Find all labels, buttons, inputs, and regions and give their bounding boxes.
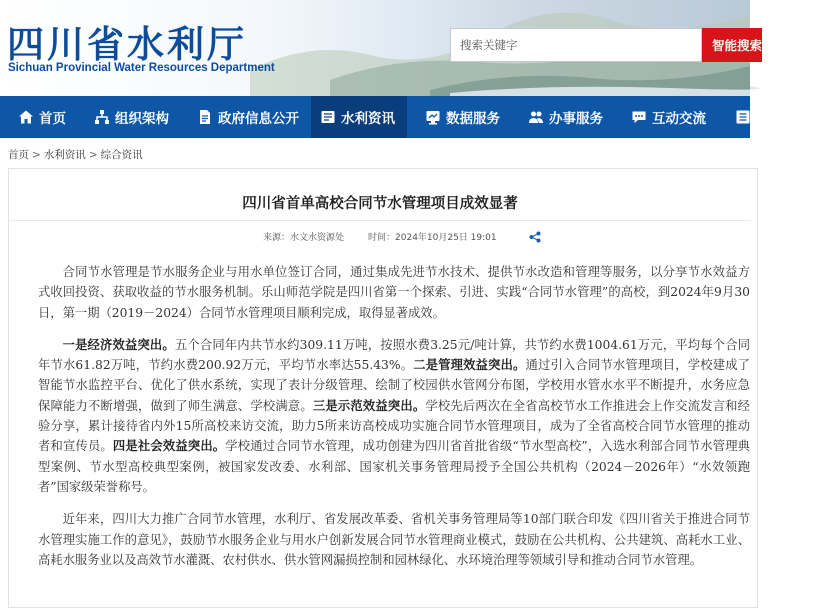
title-divider [9,220,751,221]
article-paragraph-3: 近年来，四川大力推广合同节水管理，水利厅、省发展改革委、省机关事务管理局等10部门联合印发《四川省关于推进合同节水管理实施工作的意见》，鼓励节水服务企业与用水户创新发展合同节水管理商业模式，鼓励在公共机构、公共建筑、高耗水工业、高耗水服务业以及高效节水灌溉、农村供水、供水管网漏损控制和园林绿化、水环境治理等领域引导和推动合同节水管理。 [38,512,750,567]
news-icon [320,109,336,125]
site-logo-subtitle: Sichuan Provincial Water Resources Department [8,62,275,74]
nav-item-data-service[interactable] [407,96,512,138]
nav-item-affairs-service[interactable] [512,96,615,138]
topic-icon [735,109,751,125]
article-body [38,262,750,582]
highlight-social-benefit: 四是社会效益突出。 [112,438,226,454]
people-icon [528,109,544,125]
nav-item-home[interactable] [0,96,78,138]
nav-item-label: 办事服务 [549,111,603,127]
search-input[interactable] [451,29,701,61]
chat-icon [631,109,647,125]
smart-search-button[interactable]: 智能搜索 [702,28,762,62]
highlight-economic-benefit: 一是经济效益突出。 [62,336,175,352]
nav-item-label: 组织架构 [115,111,169,127]
nav-item-water-news[interactable] [311,96,407,138]
nav-item-label: 首页 [39,111,66,127]
paragraph-text: 五个合同年内共节水约309.11万吨，按照水费3.25元/吨计算，共节约水费1004.61万元，平均每个合同年节水61.82万吨，节约水费200.92万元，平均节水率达55.43%。 [38,337,750,373]
breadcrumb-separator: > [88,149,98,161]
share-icon[interactable] [529,231,541,243]
nav-item-interaction[interactable] [615,96,718,138]
nav-item-organization[interactable] [78,96,181,138]
article-paragraph-2 [38,335,750,497]
data-icon [425,109,441,125]
search-box [450,28,702,62]
document-icon [197,109,213,125]
article-paragraph-1: 合同节水管理是节水服务企业与用水单位签订合同，通过集成先进节水技术、提供节水改造和管理等服务，以分享节水效益方式收回投资、获取收益的节水服务机制。乐山师范学院是四川省第一个探索、引进、实践“合同节水管理”的高校，到2024年9月30日，第一期（2019－2024）合同节水管理项目顺利完成，取得显著成效。 [38,265,750,320]
home-icon [18,109,34,125]
paragraph-text: 通过引入合同节水管理项目，学校建成了智能节水监控平台、优化了供水系统，实现了表计分级管理、绘制了校园供水管网分布图，学校用水管水水平不断提升，水务应急保障能力不断增强，做到了师生满意、学校满意。 [38,358,750,413]
breadcrumb-home[interactable]: 首页 [8,149,29,161]
paragraph-text: 学校先后两次在全省高校节水工作推进会上作交流发言和经验分享，累计接待省内外15所高校来访交流，助力5所来访高校成功实施合同节水管理项目，成为了全省高校合同节水管理的推动者和宣传员。 [38,398,750,454]
breadcrumb-water-news[interactable]: 水利资讯 [43,149,86,161]
breadcrumb-general-news[interactable]: 综合资讯 [100,149,143,161]
nav-item-label: 互动交流 [652,111,706,127]
article-meta [263,230,541,243]
nav-item-gov-info[interactable] [181,96,311,138]
article-panel [8,168,758,608]
article-time: 时间：2024年10月25日 19:01 [368,233,497,243]
paragraph-text: 学校通过合同节水管理，成功创建为四川省首批省级“节水型高校”，入选水利部合同节水管理典型案例、节水型高校典型案例，被国家发改委、水利部、国家机关事务管理局授予全国公共机构（2024－2026年）“水效领跑者”国家级荣誉称号。 [38,439,750,494]
breadcrumb-separator: > [32,149,41,161]
highlight-demonstration-benefit: 三是示范效益突出。 [312,397,426,413]
article-source: 来源：水文水资源处 [263,233,345,243]
main-nav [0,96,810,138]
organization-icon [94,109,110,125]
site-logo-title[interactable]: 四川省水利厅 [7,22,247,66]
article-title: 四川省首单高校合同节水管理项目成效显著 [242,196,518,212]
nav-item-label: 专题专栏 [756,111,810,127]
nav-item-topics[interactable] [718,96,822,138]
nav-item-label: 数据服务 [446,111,500,127]
highlight-management-benefit: 二是管理效益突出。 [413,357,526,373]
breadcrumb [8,147,143,162]
nav-item-label: 政府信息公开 [218,111,299,127]
site-header [0,0,763,96]
nav-item-label: 水利资讯 [341,111,395,127]
